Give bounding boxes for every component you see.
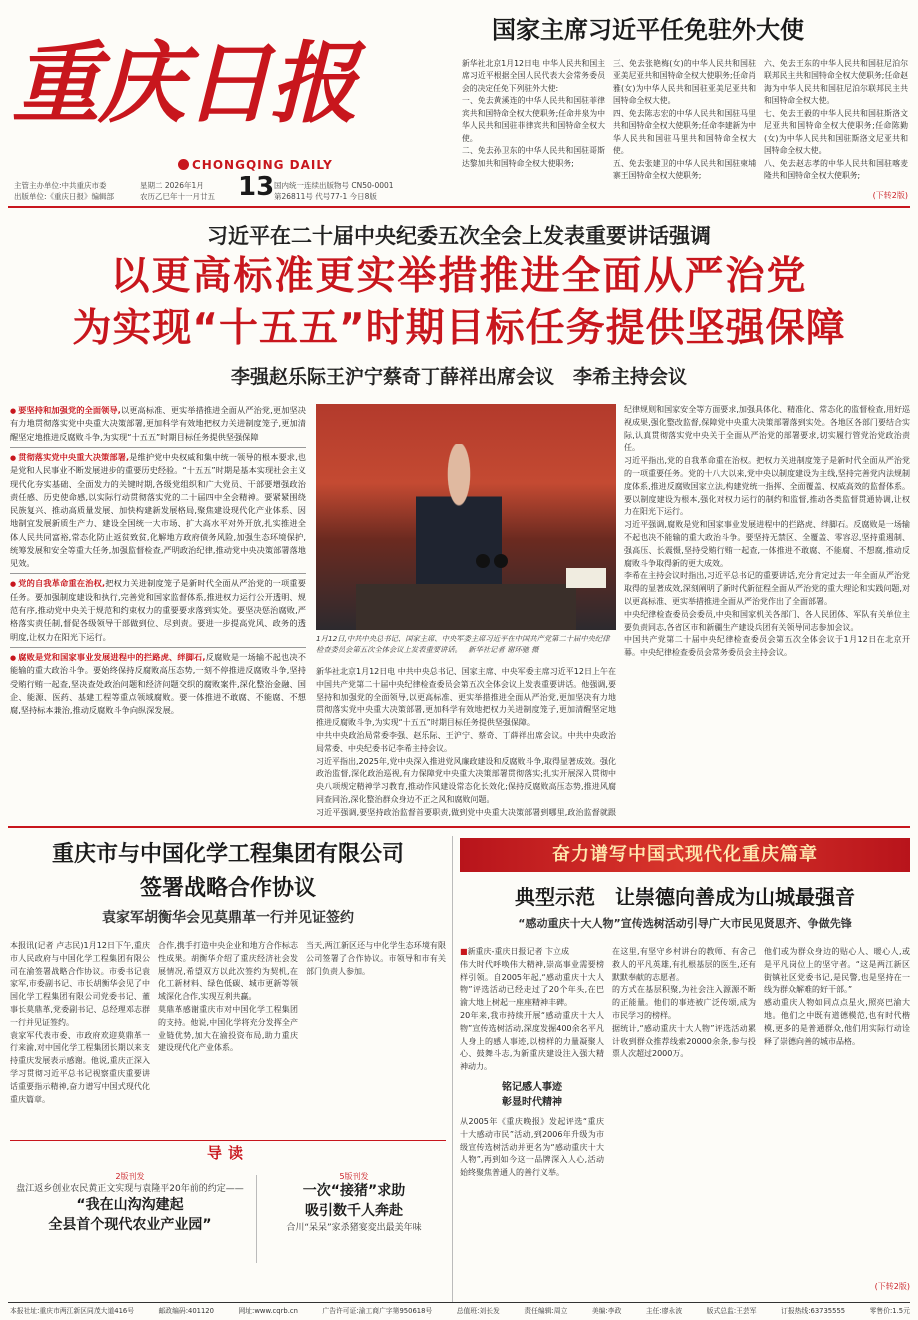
footer-duty-editor: 责任编辑:周立 [524,1307,568,1315]
logo-en-text: CHONGQING DAILY [192,158,333,172]
lead-right-p4: 李希在主持会议时指出,习近平总书记的重要讲话,充分肯定过去一年全面从严治党取得的显著成效,深刻阐明了新时代新征程全面从严治党的重大理论和实践问题,对以更高标准、更实举措推进全面从严治党作出了全面部署。 [624,571,910,606]
right-story-banner [460,838,910,872]
top-story-title[interactable]: 国家主席习近平任免驻外大使 [492,16,804,44]
weekday: 星期二 [140,181,163,190]
lead-right-p3: 习近平强调,腐败是党和国家事业发展进程中的拦路虎、绊脚石。反腐败是一场输不起也决不能输的重大政治斗争。要坚持无禁区、全覆盖、零容忍,坚持重遏制、强高压、长震慑,坚持受贿行贿一起查,一体推进不敢腐、不能腐、不想腐,推动反腐败斗争取得新的更大成效。 [624,520,910,568]
right-body-1: 伟大时代呼唤伟大精神,崇高事业需要榜样引领。自2005年起,“感动重庆十大人物”评选活动已经走过了20个年头,在巴渝大地上树起一座座精神丰碑。 [460,959,604,1008]
masthead [12,8,462,200]
right-body-8: 感动重庆人物如同点点星火,照亮巴渝大地。他们之中既有道德模范,也有时代楷模,更多的是普通群众,他们用实际行动诠释了崇德向善的城市品格。 [764,998,910,1046]
cn-number: 国内统一连续出版物号 CN50-0001 [274,181,394,190]
top-story-col1 [462,58,605,198]
point-divider [10,647,306,648]
guide-title: 导读 [206,1144,249,1162]
podium [356,584,576,630]
lead-point-4-lead: 腐败是党和国家事业发展进程中的拦路虎、绊脚石, [18,651,206,662]
top-story-continued[interactable]: (下转2版) [872,191,908,200]
footer-staff: 版式总监:王芸军 [706,1307,757,1315]
footer-ad-license: 广告许可证:渝工商广字第950618号 [322,1307,433,1315]
top-story-col2 [613,58,756,198]
lead-headline-1[interactable]: 以更高标准更实举措推进全面从严治党 [110,254,808,299]
photo-caption [316,634,616,656]
column-divider [452,836,453,1302]
byline-marker-icon: ■ [460,947,468,956]
guide-item-2-sub: 合川“呆呆”家杀猪宴変出最美年味 [286,1223,422,1234]
lead-point-3-text: 把权力关进制度笼子是新时代全面从严治党的一项重要任务。要加强制度建设和执行,完善党和国家监督体系,推进权力运行公开透明、规范有序,推动党中央关于规范和约束权力的重要要求落到实处。要坚决惩治腐败,严格落实责任制,督促各级领导干部做到位、尽到责。要进一步提高党风、政务的透明度,让权力在阳光下运行。 [10,578,306,642]
lead-points [10,404,306,816]
lead-right-column [624,404,910,816]
section-heading-2: 彰显时代精神 [502,1096,562,1108]
caption-text: 1月12日,中共中央总书记、国家主席、中央军委主席习近平在中国共产党第二十届中央纪律检查委员会第五次全体会议上发表重要讲话。 [316,634,610,654]
name-plate [566,568,606,588]
masthead-logo: 重庆日报 [12,31,357,135]
lead-body [316,666,616,816]
lead-kicker: 习近平在二十届中央纪委五次全会上发表重要讲话强调 [207,223,711,248]
top-col2-p2: 四、免去陈志宏的中华人民共和国驻马里共和国特命全权大使职务;任命李建新为中华人民共和国驻马里共和国特命全权大使。 [613,108,756,156]
footer-proof: 主任:廖永波 [645,1307,683,1315]
right-section-heading [460,1080,604,1110]
day-number: 13 [238,172,275,202]
lead-subhead: 李强赵乐际王沪宁蔡奇丁薛祥出席会议 李希主持会议 [230,366,687,388]
right-story-title[interactable]: 典型示范 让崇德向善成为山城最强音 [515,885,855,909]
point-divider [10,573,306,574]
footer-website[interactable]: 网址:www.cqrb.cn [238,1307,298,1315]
top-story-col3 [764,58,908,198]
right-body-3: 从2005年《重庆晚报》发起评选“重庆十大感动市民”活动,到2006年升级为市级宣传选树活动并更名为“感动重庆十大人物”,再到如今这一品牌深入人心,活动始终聚焦普通人的善行义举。 [460,1116,604,1178]
right-story-col2 [612,946,756,1296]
left-body-3: 合作,携手打造中央企业和地方合作标志性成果。胡衡华介绍了重庆经济社会发展情况,希望双方以此次签约为契机,在化工新材料、绿色低碳、城市更新等领域深化合作,实现互利共赢。 [158,941,298,1002]
right-byline-text: 新重庆-重庆日报记者 卞立成 [467,947,569,956]
sponsor-info [14,180,134,203]
lunar-date: 农历乙巳年十一月廿五 [140,192,215,202]
right-story-continued[interactable]: (下转2版) [875,1281,910,1294]
right-story-col3 [764,946,910,1296]
lead-point-1-lead: 要坚持和加强党的全面领导, [18,405,121,415]
lead-photo[interactable] [316,404,616,630]
right-body-7: 他们或为群众身边的贴心人、暖心人,或是平凡岗位上的坚守者。“这是两江新区街镇社区党委书记,是民警,也是坚持在一线为群众解难的好干部。” [764,947,910,995]
lead-point-1-text: 以更高标准、更实举措推进全面从严治党,更加坚决有力地贯彻落实党中央重大决策部署,更加科学有效地把权力关进制度笼子,更加清醒坚定地推进反腐败斗争,为实现“十五五”时期目标任务提供坚强保障 [10,405,306,442]
banner-text: 奋力谱写中国式现代化重庆篇章 [552,844,818,865]
footer [10,1305,910,1318]
top-col2-p3: 五、免去张建卫的中华人民共和国驻柬埔寨王国特命全权大使职务; [613,158,756,181]
top-col1-p3: 二、免去孙卫东的中华人民共和国驻哥斯达黎加共和国特命全权大使职务; [462,146,605,168]
sponsor-text: 主管主办单位:中共重庆市委 [14,181,107,190]
footer-price: 零售价:1.5元 [869,1307,910,1315]
footer-divider [8,1302,910,1303]
right-body-4: 在这里,有坚守乡村讲台的教师、有舍己救人的平凡英雄,有扎根基层的医生,还有默默奉献的志愿者。 [612,947,756,982]
guide-item-2[interactable] [262,1171,446,1236]
lead-point-4-text: 反腐败是一场输不起也决不能输的重大政治斗争。要始终保持反腐败高压态势,一刻不停推进反腐败斗争,坚持受贿行贿一起查,坚决查处政治问题和经济问题交织的腐败案件,深化整治金融、国企、能源、医药、基建工程等重点领域腐败。要一体推进不敢腐、不能腐、不想腐,坚持标本兼治,推动反腐败斗争向纵深发展。 [10,651,306,716]
top-story [462,8,908,200]
issue-info [274,180,444,203]
lead-right-p1: 纪律规则和国家安全等方面要求,加强具体化、精准化、常态化的监督检查,用好巡视成果,强化整改监督,保障党中央重大决策部署落到实处。各地区各部门要结合实际,认真贯彻落实党中央关于全面从严治党的部署要求,切实履行管党治党政治责任。 [624,405,910,453]
top-col1-p1: 新华社北京1月12日电 中华人民共和国主席习近平根据全国人民代表大会常务委员会的决定任免下列驻外大使: [462,59,605,93]
lead-headline-2[interactable]: 为实现“十五五”时期目标任务提供坚强保障 [72,306,846,351]
left-body-1: 下午,重庆市人民政府与中国化学工程集团有限公司在渝签署战略合作协议。市委书记袁家军,市委副书记、市长胡衡华会见了中国化学工程集团有限公司党委书记、董事长莫鼎革,党委副书记、总经理邓志群一行并见证签约。 [10,941,150,1027]
guide-item-1-title-1: “我在山沟沟建起 [76,1197,184,1214]
photo-credit: 新华社记者 谢环驰 摄 [468,644,539,654]
lead-point-2-lead: 贯彻落实党中央重大决策部署, [18,451,130,462]
right-body-2: 20年来,我市持续开展“感动重庆十大人物”宣传选树活动,深度发掘400余名平凡人身上的感人事迹,以榜样的力量凝聚人心、鼓舞斗志,为新重庆建设注入强大精神动力。 [460,1010,604,1072]
top-col1-p2: 一、免去黄溪连的中华人民共和国驻菲律宾共和国特命全权大使职务;任命井泉为中华人民共和国驻菲律宾共和国特命全权大使。 [462,96,605,143]
masthead-divider [8,206,910,208]
publisher-text: 出版单位:《重庆日报》编辑部 [14,192,115,202]
guide-item-2-page: 5版刊发 [339,1172,369,1181]
footer-designer: 美编:李政 [591,1307,622,1315]
section-divider [8,826,910,828]
top-col3-p3: 八、免去赵志孝的中华人民共和国驻喀麦隆共和国特命全权大使职务; [764,158,908,181]
lead-point-4 [10,651,306,717]
lead-point-3-lead: 党的自我革命重在治权, [18,578,106,589]
date-line: 2026年1月 [164,181,204,190]
right-body-6: 据统计,“感动重庆十大人物”评选活动累计收到群众推荐线索20000余条,参与投票人次超过2000万。 [612,1023,756,1059]
globe-icon [178,159,189,170]
lead-point-2 [10,451,306,571]
guide-item-1-page: 2版刊发 [115,1172,145,1181]
lead-point-1 [10,404,306,444]
left-story-title-1[interactable]: 重庆市与中国化学工程集团有限公司 [51,842,404,867]
right-body-5: 的方式在基层积聚,为社会注入源源不断的正能量。他们的事迹被广泛传颂,成为市民学习的榜样。 [612,985,756,1020]
lead-right-p2: 习近平指出,党的自我革命重在治权。把权力关进制度笼子是新时代全面从严治党的一项重要任务。党的十八大以来,党中央以制度建设为主线,坚持完善党内法规制度体系,推进反腐败国家立法,构建党统一指挥、全面覆盖、权威高效的监督体系。要以制度建设为根本,强化对权力运行的制约和监督,推动各类监督贯通协调,让权力在阳光下运行。 [624,456,910,517]
top-col3-p2: 七、免去王毅的中华人民共和国驻斯洛文尼亚共和国特命全权大使职务;任命陈勤(女)为中华人民共和国驻斯洛文尼亚共和国特命全权大使。 [764,108,908,156]
left-story-col2 [158,940,298,1140]
guide-box [10,1140,446,1300]
lead-point-2-text: 是维护党中央权威和集中统一领导的根本要求,也是党和人民事业不断发展进步的重要历史经验。“十五五”时期是基本实现社会主义现代化夯实基础、全面发力的关键时期,各级党组织和广大党员、干部要增强政治责任感、历史使命感,以实际行动贯彻落实党的二十届四中全会精神。要紧紧围绕民族复兴、推动高质量发展、加快构建新发展格局,聚焦建设现代化产业体系、因地制宜发展新质生产力、建设全国统一大市场、扩大高水平对外开放,扎实推进全体人民共同富裕,常态化防止返贫致贫,化解地方政府债务风险,加强生态环境保护,统筹发展和安全等重大任务,加强监督检查,严明政治纪律,推动党中央决策部署落地见效。 [10,451,306,569]
speaker-figure [416,444,502,594]
microphone-icon [494,554,508,568]
lead-body-p4: 习近平强调,要坚持政治监督首要职责,做到党中央重大决策部署到哪里,政治监督就跟 [316,807,616,816]
left-body-5: 当天,两江新区还与中化学生态环境有限公司签署了合作协议。市领导和市有关部门负责人参加。 [306,941,446,976]
guide-item-1[interactable] [10,1171,250,1236]
guide-item-2-title-2: 吸引数千人奔赴 [305,1202,403,1219]
left-byline: 本报讯(记者 卢志民)1月12日 [10,941,116,950]
lead-body-p3: 习近平指出,2025年,党中央深入推进党风廉政建设和反腐败斗争,取得显著成效。强化政治监督,深化政治巡视,有力保障党中央重大决策部署贯彻落实;扎实开展深入贯彻中央八项规定精神学习教育,推动作风建设常态化长效化;保持反腐败高压态势,推进风腐同查同治,深化整治群众身边不正之风和腐败问题。 [316,756,616,804]
guide-item-1-title-2: 全县首个现代农业产业园” [48,1216,212,1233]
right-story-subtitle: “感动重庆十大人物”宣传选树活动引导广大市民见贤思齐、争做先锋 [518,917,852,930]
right-story-body [460,946,910,1300]
left-story-col3 [306,940,446,1140]
issue-number: 第26811号 代号77-1 [274,192,348,202]
footer-editor: 总值班:刘长发 [456,1307,500,1315]
footer-postcode: 邮政编码:401120 [158,1307,214,1315]
guide-divider [256,1175,257,1263]
top-col2-p1: 三、免去张艳梅(女)的中华人民共和国驻亚美尼亚共和国特命全权大使职务;任命肖雅(女)为中华人民共和国驻亚美尼亚共和国特命全权大使。 [613,59,756,106]
right-story-col1 [460,946,604,1296]
point-divider [10,447,306,448]
microphone-icon [476,554,490,568]
footer-phone: 订报热线:63735555 [781,1307,846,1315]
right-byline [460,946,604,959]
left-story-col1 [10,940,150,1140]
date-info [140,180,238,203]
left-body-4: 莫鼎革感谢重庆市对中国化学工程集团的支持。他说,中国化学将充分发挥全产业链优势,加大在渝投资布局,助力重庆建设现代化产业体系。 [158,1004,298,1053]
section-heading-1: 铭记感人事迹 [502,1081,562,1093]
page-count: 今日8版 [349,192,377,202]
lead-right-p5: 中央纪律检查委员会委员,中央和国家机关各部门、各人民团体、军队有关单位主要负责同志,各省区市和新疆生产建设兵团有关领导同志参加会议。 [624,609,910,632]
lead-body-p2: 中共中央政治局常委李强、赵乐际、王沪宁、蔡奇、丁薛祥出席会议。中共中央政治局常委、中央纪委书记李希主持会议。 [316,730,616,753]
masthead-logo-en [178,158,333,172]
footer-address: 本报社址:重庆市两江新区同茂大道416号 [10,1307,135,1315]
left-body-2: 袁家军代表市委、市政府欢迎莫鼎革一行来渝,对中国化学工程集团长期以来支持重庆发展表示感谢。他说,重庆正深入学习贯彻习近平总书记视察重庆重要讲话重要指示精神,奋力谱写中国式现代化重庆篇章。 [10,1030,150,1104]
lead-body-p1: 新华社北京1月12日电 中共中央总书记、国家主席、中央军委主席习近平12日上午在中国共产党第二十届中央纪律检查委员会第五次全体会议上发表重要讲话。他强调,要坚持和加强党的全面领导,以更高标准、更实举措推进全面从严治党,更加坚决有力地贯彻落实党中央重大决策部署,更加科学有效地把权力关进制度笼子,更加清醒坚定地推进反腐败斗争,为实现“十五五”时期目标任务提供坚强保障。 [316,667,616,728]
top-col3-p1: 六、免去王东的中华人民共和国驻尼泊尔联邦民主共和国特命全权大使职务;任命赵海为中华人民共和国驻尼泊尔联邦民主共和国特命全权大使。 [764,59,908,106]
guide-item-2-title-1: 一次“接猪”求助 [302,1183,406,1199]
lead-point-3 [10,577,306,643]
left-story-title-2[interactable]: 签署战略合作协议 [139,876,316,901]
left-story-subtitle: 袁家军胡衡华会见莫鼎革一行并见证签约 [102,910,354,926]
lead-right-p6: 中国共产党第二十届中央纪律检查委员会第五次全体会议于1月12日在北京开幕。中央纪律检查委员会常务委员会主持会议。 [624,635,910,658]
guide-item-1-kicker: 盘江返乡创业农民黄正文实现与袁隆平20年前的约定—— [16,1184,244,1194]
